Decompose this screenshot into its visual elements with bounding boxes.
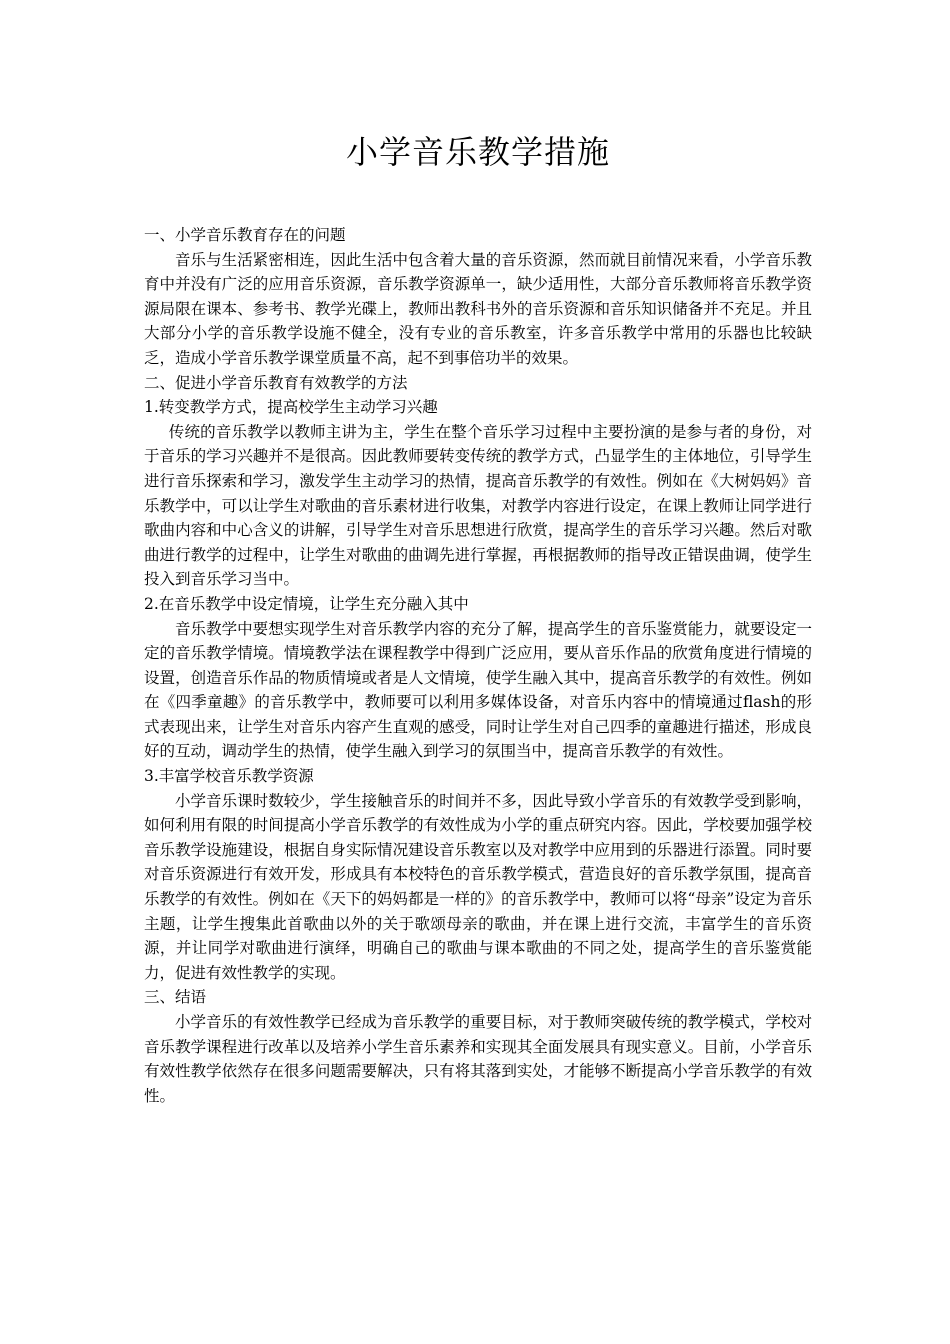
paragraph-situations: 音乐教学中要想实现学生对音乐教学内容的充分了解，提高学生的音乐鉴赏能力，就要设定一定的音乐教学情境。情境教学法在课程教学中得到广泛应用，要从音乐作品的欣赏角度进行情境的设置，创造音乐作品的物质情境或者是人文情境，使学生融入其中，提高音乐教学的有效性。例如在《四季童趣》的音乐教学中，教师要可以利用多媒体设备，对音乐内容中的情境通过flash的形式表现出来，让学生对音乐内容产生直观的感受，同时让学生对自己四季的童趣进行描述，形成良好的互动，调动学生的热情，使学生融入到学习的氛围当中，提高音乐教学的有效性。: [144, 619, 812, 761]
paragraph-teaching-style: 传统的音乐教学以教师主讲为主，学生在整个音乐学习过程中主要扮演的是参与者的身份，对于音乐的学习兴趣并不是很高。因此教师要转变传统的教学方式，凸显学生的主体地位，引导学生进行音乐探索和学习，激发学生主动学习的热情，提高音乐教学的有效性。例如在《大树妈妈》音乐教学中，可以让学生对歌曲的音乐素材进行收集，对教学内容进行设定，在课上教师让同学进行歌曲内容和中心含义的讲解，引导学生对音乐思想进行欣赏，提高学生的音乐学习兴趣。然后对歌曲进行教学的过程中，让学生对歌曲的曲调先进行掌握，再根据教师的指导改正错误曲调，使学生投入到音乐学习当中。: [144, 422, 812, 589]
paragraph-problems: 音乐与生活紧密相连，因此生活中包含着大量的音乐资源，然而就目前情况来看，小学音乐教育中并没有广泛的应用音乐资源，音乐教学资源单一，缺少适用性，大部分音乐教师将音乐教学资源局限在课本、参考书、教学光碟上，教师出教科书外的音乐资源和音乐知识储备并不充足。并且大部分小学的音乐教学设施不健全，没有专业的音乐教室，许多音乐教学中常用的乐器也比较缺乏，造成小学音乐教学课堂质量不高，起不到事倍功半的效果。: [144, 250, 812, 367]
subheading-resources: 3.丰富学校音乐教学资源: [144, 767, 314, 786]
section-heading-problems: 一、小学音乐教育存在的问题: [144, 226, 346, 244]
paragraph-resources: 小学音乐课时数较少，学生接触音乐的时间并不多，因此导致小学音乐的有效教学受到影响，如何利用有限的时间提高小学音乐教学的有效性成为小学的重点研究内容。因此，学校要加强学校音乐教学设施建设，根据自身实际情况建设音乐教室以及对教学中应用到的乐器进行添置。同时要对音乐资源进行有效开发，形成具有本校特色的音乐教学模式，营造良好的音乐教学氛围，提高音乐教学的有效性。例如在《天下的妈妈都是一样的》的音乐教学中，教师可以将“母亲”设定为音乐主题，让学生搜集此首歌曲以外的关于歌颂母亲的歌曲，并在课上进行交流，丰富学生的音乐资源，并让同学对歌曲进行演绎，明确自己的歌曲与课本歌曲的不同之处，提高学生的音乐鉴赏能力，促进有效性教学的实现。: [144, 791, 812, 982]
section-heading-conclusion: 三、结语: [144, 988, 207, 1007]
document-page: [144, 0, 812, 1344]
document-body: [144, 223, 812, 1108]
paragraph-conclusion: 小学音乐的有效性教学已经成为音乐教学的重要目标，对于教师突破传统的教学模式，学校对音乐教学课程进行改革以及培养小学生音乐素养和实现其全面发展具有现实意义。目前，小学音乐有效性教学依然存在很多问题需要解决，只有将其落到实处，才能够不断提高小学音乐教学的有效性。: [144, 1013, 812, 1105]
subheading-situations: 2.在音乐教学中设定情境，让学生充分融入其中: [144, 594, 469, 613]
section-heading-methods: 二、促进小学音乐教育有效教学的方法: [144, 373, 408, 392]
document-title: 小学音乐教学措施: [345, 133, 610, 171]
subheading-teaching-style: 1.转变教学方式，提高校学生主动学习兴趣: [144, 398, 438, 417]
